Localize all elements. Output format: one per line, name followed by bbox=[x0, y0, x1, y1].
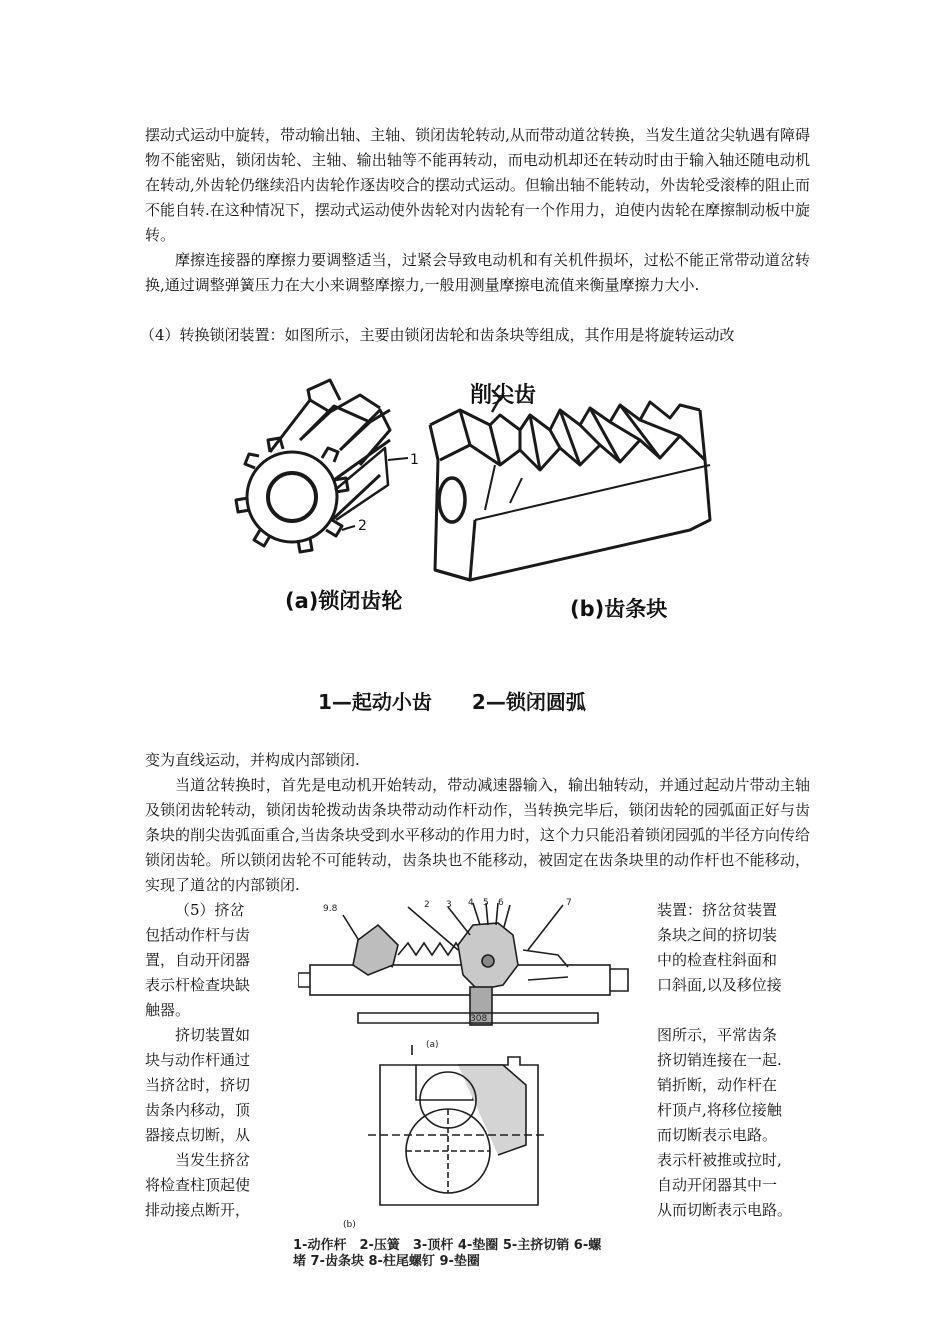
wrap-right-0: 装置：挤岔贫装置 bbox=[657, 901, 778, 919]
wrap-left-5: 挤切装置如 bbox=[175, 1026, 251, 1044]
fig2-dim: 308 bbox=[470, 1014, 488, 1024]
wrap-left-6: 块与动作杆通过 bbox=[145, 1051, 251, 1069]
rack-block-drawing bbox=[430, 390, 710, 580]
label-2: 2 bbox=[358, 518, 367, 534]
wrap-left-10: 当发生挤岔 bbox=[175, 1151, 251, 1169]
paragraph-4: 变为直线运动，并构成内部锁闭. bbox=[145, 751, 360, 769]
wrap-left-8: 齿条内移动，顶 bbox=[145, 1101, 251, 1119]
paragraph-1: 摆动式运动中旋转，带动输出轴、主轴、锁闭齿轮转动,从而带动道岔转换，当发生道岔尖轨遇有障碍物不能密贴，锁闭齿轮、主轴、输出轴等不能再转动，而电动机却还在转动时由于输入轴还随电动机在转动,外齿轮仍继续沿内齿轮作逐齿咬合的摆动式运动。但输出轴不能转动，外齿轮受滚棒的阻止而不能自转.在这种情况下，摆动式运动使外齿轮对内齿轮有一个作用力，迫使内齿轮在摩擦制动板中旋转。 bbox=[145, 126, 810, 244]
wrap-left-0: （5）挤岔 bbox=[175, 901, 245, 919]
fig2-cap-b: (b) bbox=[343, 1220, 356, 1230]
wrap-right-5: 图所示，平常齿条 bbox=[657, 1026, 778, 1044]
fig2-label-3: 3 bbox=[446, 900, 452, 910]
squeeze-device-section-view bbox=[368, 1045, 548, 1205]
wrap-right-10: 表示杆被推或拉时, bbox=[657, 1151, 782, 1169]
wrap-left-7: 当挤岔时，挤切 bbox=[145, 1076, 251, 1094]
wrap-left-4: 触器。 bbox=[145, 1001, 191, 1019]
paragraph-2: 摩擦连接器的摩擦力要调整适当，过紧会导致电动机和有关机件损坏，过松不能正常带动道岔转换,通过调整弹簧压力在大小来调整摩擦力,一般用测量摩擦电流值来衡量摩擦力大小. bbox=[145, 251, 810, 294]
fig2-label-6: 6 bbox=[498, 898, 504, 908]
fig2-label-2: 2 bbox=[424, 900, 430, 910]
fig2-label-98: 9.8 bbox=[323, 904, 338, 914]
fig2-label-4: 4 bbox=[468, 898, 474, 908]
figure-lock-gear-rack bbox=[230, 370, 740, 740]
wrap-right-12: 从而切断表示电路。 bbox=[657, 1201, 793, 1219]
wrap-left-11: 将检查柱顶起使 bbox=[145, 1176, 251, 1194]
lock-gear-drawing bbox=[236, 380, 408, 552]
label-tip-tooth: 削尖齿 bbox=[470, 383, 537, 408]
paragraph-5: 当道岔转换时，首先是电动机开始转动，带动减速器输入，输出轴转动，并通过起动片带动主轴及锁闭齿轮转动，锁闭齿轮拨动齿条块带动动作杆动作，当转换完毕后，锁闭齿轮的园弧面正好与齿条块的削尖齿弧面重合,当齿条块受到水平移动的作用力时，这个力只能沿着锁闭园弧的半径方向传给锁闭齿轮。所以锁闭齿轮不可能转动，齿条块也不能移动，被固定在齿条块里的动作杆也不能移动，实现了道岔的内部锁闭. bbox=[145, 776, 810, 894]
figure-squeeze-device bbox=[298, 895, 648, 1235]
wrap-right-7: 销折断，动作杆在 bbox=[657, 1076, 778, 1094]
fig2-cap-a: (a) bbox=[426, 1040, 439, 1050]
caption-a: (a)锁闭齿轮 bbox=[285, 589, 403, 613]
wrap-right-1: 条块之间的挤切装 bbox=[657, 926, 778, 944]
figure2-legend-line2: 堵 7-齿条块 8-柱尾螺钉 9-垫圈 bbox=[293, 1254, 480, 1269]
figure1-legend: 1—起动小齿 2—锁闭圆弧 bbox=[318, 690, 586, 714]
wrap-left-1: 包括动作杆与齿 bbox=[145, 926, 251, 944]
fig2-label-7: 7 bbox=[566, 898, 572, 908]
wrap-right-2: 中的检查柱斜面和 bbox=[657, 951, 778, 969]
wrap-right-9: 而切断表示电路。 bbox=[657, 1126, 778, 1144]
wrap-left-12: 排动接点断开， bbox=[145, 1201, 251, 1219]
fig2-label-5: 5 bbox=[483, 898, 489, 908]
wrap-right-6: 挤切销连接在一起. bbox=[657, 1051, 782, 1069]
caption-b: (b)齿条块 bbox=[570, 597, 668, 621]
wrap-right-11: 自动开闭器其中一 bbox=[657, 1176, 778, 1194]
wrap-left-3: 表示杆检查块缺 bbox=[145, 976, 251, 994]
label-1: 1 bbox=[410, 452, 419, 468]
squeeze-device-side-view bbox=[298, 903, 628, 1025]
wrap-left-2: 置，自动开闭器 bbox=[145, 951, 251, 969]
paragraph-3: （4）转换锁闭装置：如图所示，主要由锁闭齿轮和齿条块等组成，其作用是将旋转运动改 bbox=[140, 326, 735, 344]
wrap-right-8: 杆顶卢,将移位接触 bbox=[657, 1101, 782, 1119]
wrap-right-3: 口斜面,以及移位接 bbox=[657, 976, 782, 994]
figure2-legend-line1: 1-动作杆 2-压簧 3-顶杆 4-垫圈 5-主挤切销 6-螺 bbox=[293, 1238, 602, 1253]
wrap-left-9: 器接点切断，从 bbox=[145, 1126, 251, 1144]
